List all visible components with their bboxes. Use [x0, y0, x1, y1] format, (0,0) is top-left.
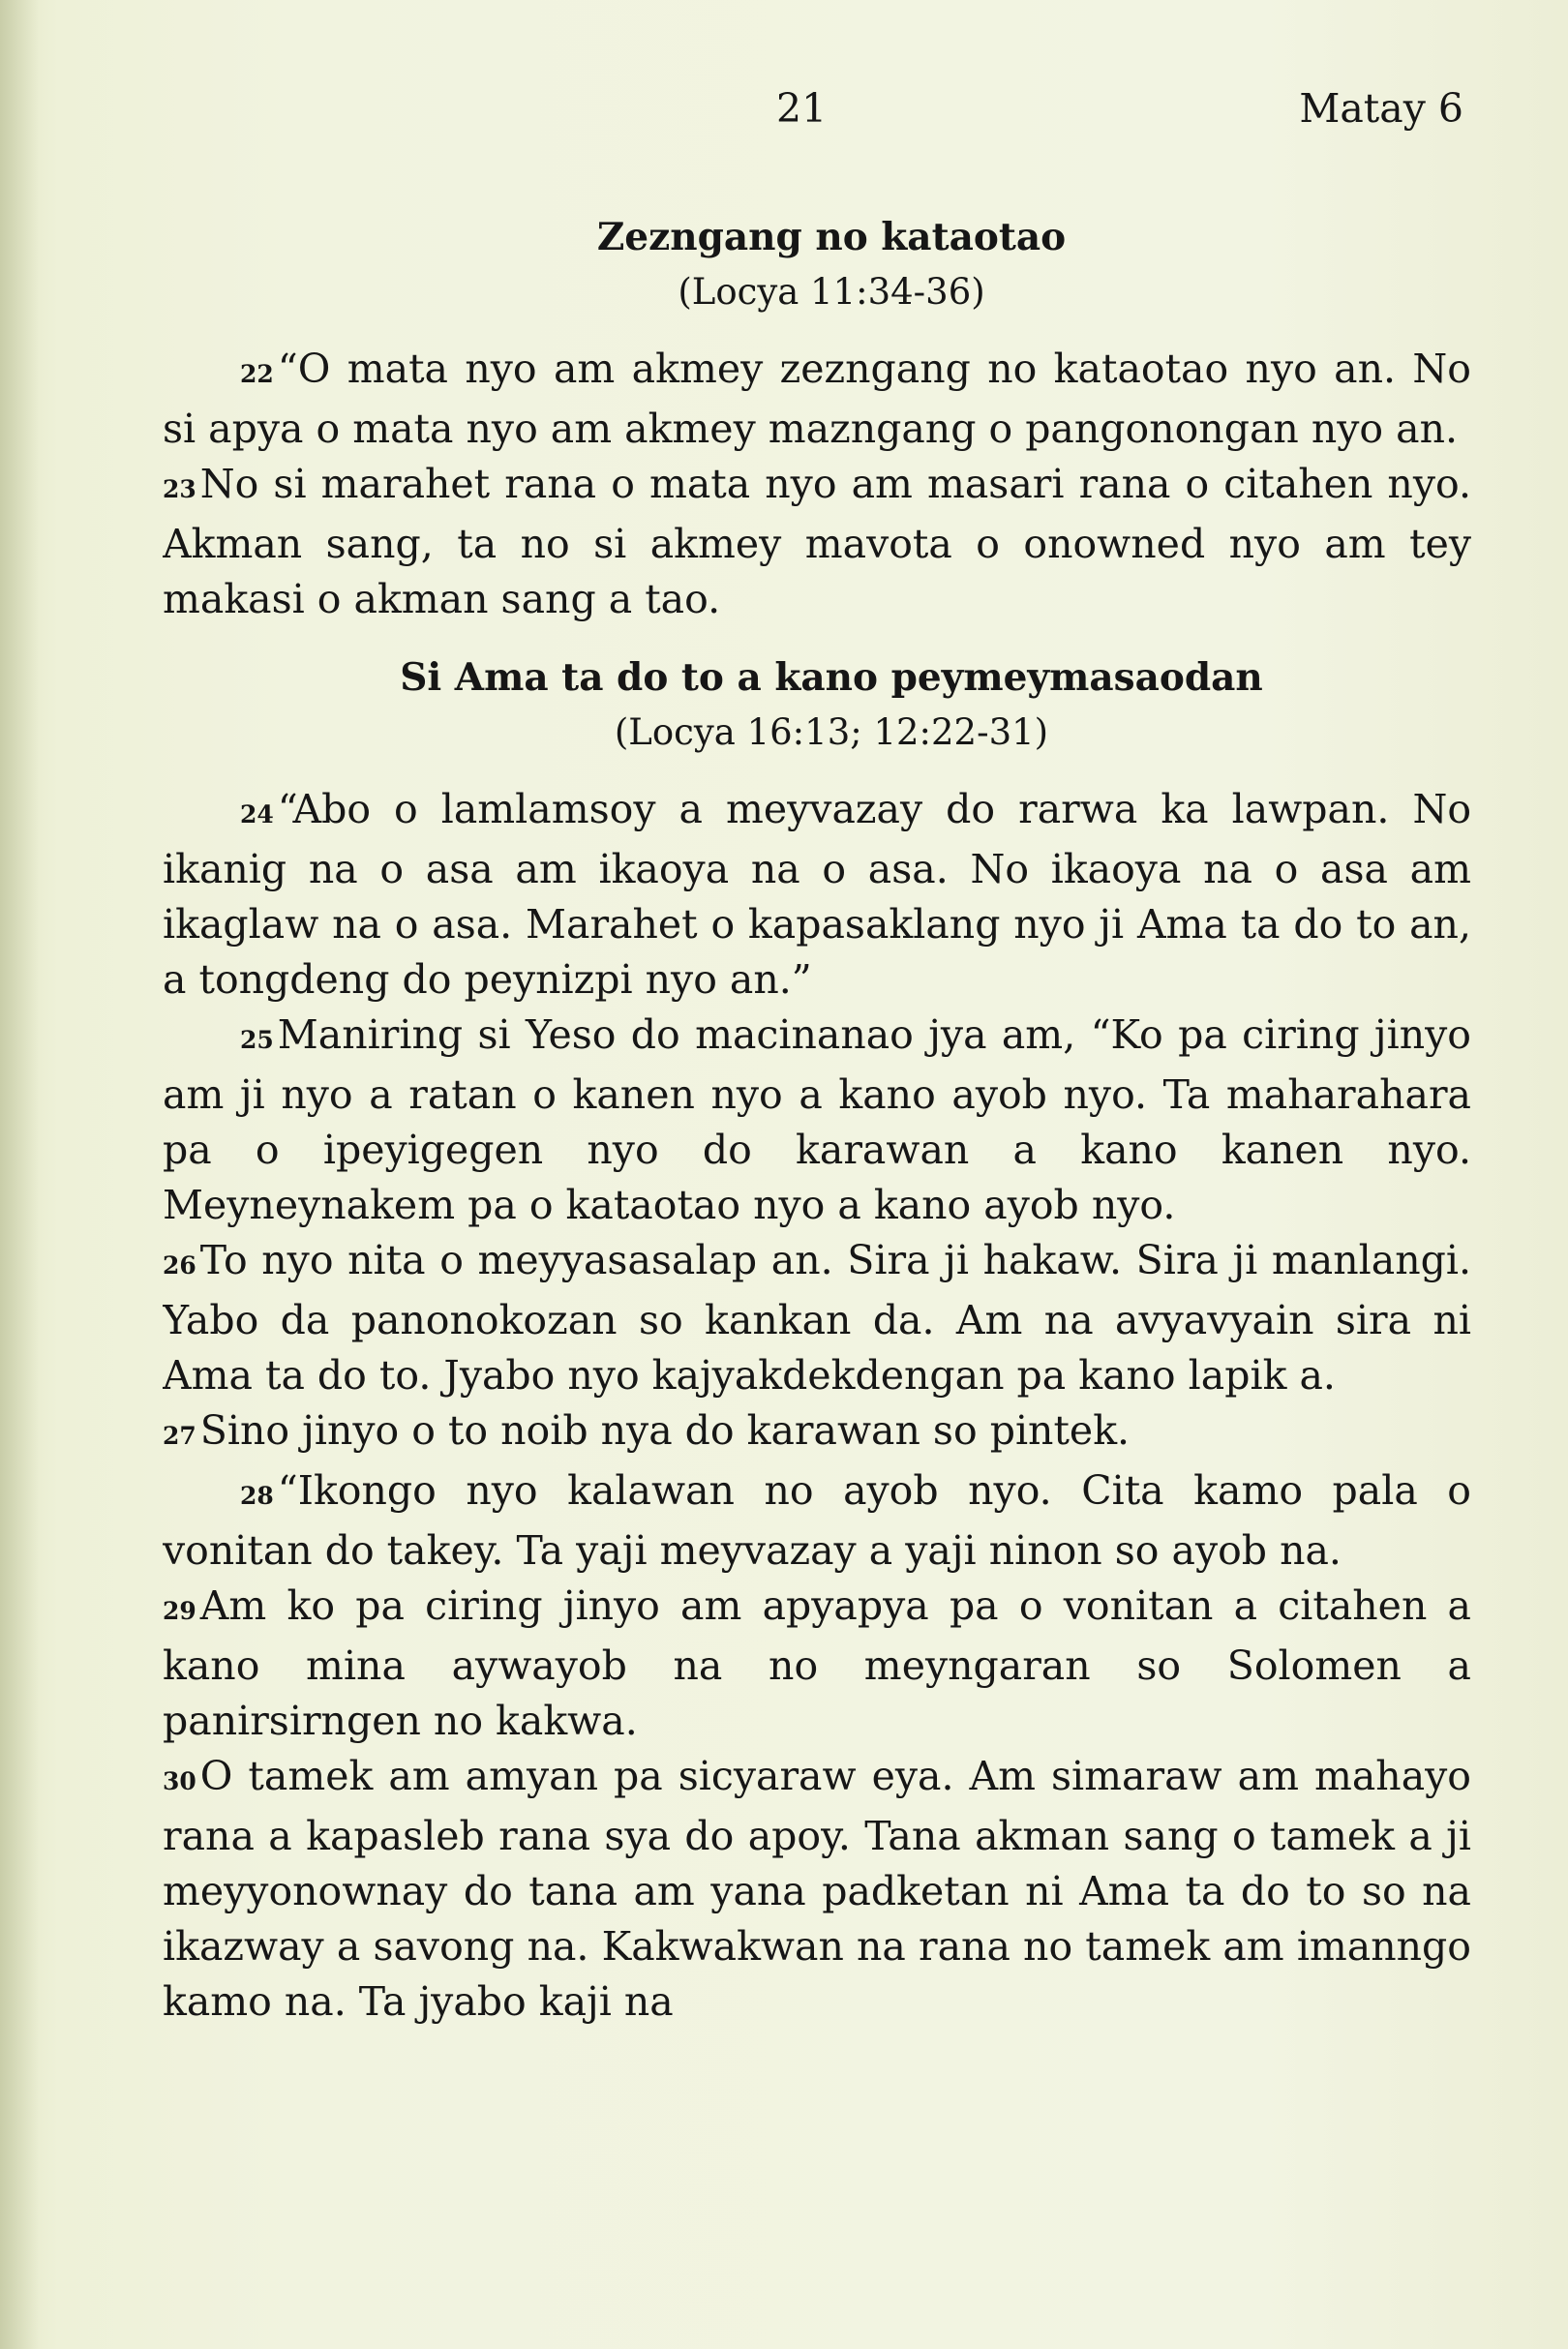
running-head: Matay 6: [1299, 85, 1463, 132]
verse-number: 27: [163, 1422, 196, 1450]
verse-text: To nyo nita o meyyasasalap an. Sira ji hakaw. Sira ji manlangi. Yabo da panonokozan so kankan da. Am na avyavyain sira ni Ama ta do to. Jyabo nyo kajyakdekdengan pa kano lapik a.: [163, 1237, 1471, 1399]
page-body: [163, 208, 1471, 2328]
verse-paragraph: [163, 1233, 1471, 1403]
page-number: 21: [776, 85, 828, 132]
verse-number: 25: [240, 1026, 274, 1054]
cross-reference: (Locya 11:34-36): [678, 271, 985, 313]
verse-text: “O mata nyo am akmey zezngang no kataotao nyo an. No si apya o mata nyo am akmey mazngang o pangonongan nyo an.: [163, 346, 1471, 452]
verse-number: 28: [240, 1482, 274, 1510]
cross-reference: (Locya 16:13; 12:22-31): [614, 711, 1049, 753]
verse-paragraph: [163, 1008, 1471, 1233]
verse-text: “Ikongo nyo kalawan no ayob nyo. Cita kamo pala o vonitan do takey. Ta yaji meyvazay a yaji ninon so ayob na.: [163, 1467, 1471, 1574]
verse-number: 23: [163, 475, 196, 503]
verse-paragraph: [163, 342, 1471, 457]
verse-paragraph: [163, 1463, 1471, 1579]
verse-number: 30: [163, 1767, 196, 1795]
page-gutter-shadow: [0, 0, 39, 2349]
verse-text: “Abo o lamlamsoy a meyvazay do rarwa ka lawpan. No ikanig na o asa am ikaoya na o asa. No ikaoya na o asa am ikaglaw na o asa. Marahet o kapasaklang nyo ji Ama ta do to an, a tongdeng do peynizpi nyo an.”: [163, 786, 1471, 1003]
verse-text: Maniring si Yeso do macinanao jya am, “Ko pa ciring jinyo am ji nyo a ratan o kanen nyo a kano ayob nyo. Ta maharahara pa o ipeyigegen nyo do karawan a kano kanen nyo. Meyneynakem pa o kataotao nyo a kano ayob nyo.: [163, 1011, 1471, 1228]
verse-paragraph: [163, 457, 1471, 627]
section-1: [163, 208, 1471, 627]
verse-paragraph: [163, 1749, 1471, 2030]
verse-paragraph: [163, 782, 1471, 1008]
verse-number: 26: [163, 1251, 196, 1280]
verse-text: No si marahet rana o mata nyo am masari rana o citahen nyo. Akman sang, ta no si akmey mavota o onowned nyo am tey makasi o akman sang a tao.: [163, 461, 1471, 622]
page-header: [0, 85, 1568, 153]
section-spacer: [163, 627, 1471, 648]
verse-number: 24: [240, 800, 274, 828]
verse-number: 22: [240, 360, 274, 388]
section-2: [163, 648, 1471, 2030]
verse-paragraph: [163, 1579, 1471, 1749]
verse-text: Am ko pa ciring jinyo am apyapya pa o vonitan a citahen a kano mina aywayob na no meyngaran so Solomen a panirsirngen no kakwa.: [163, 1582, 1471, 1744]
verse-number: 29: [163, 1597, 196, 1625]
verse-text: O tamek am amyan pa sicyaraw eya. Am simaraw am mahayo rana a kapasleb rana sya do apoy. Tana akman sang o tamek a ji meyyonownay do tana am yana padketan ni Ama ta do to so na ikazway a savong na. Kakwakwan na rana no tamek am imanngo kamo na. Ta jyabo kaji na: [163, 1753, 1471, 2025]
verse-paragraph: [163, 1403, 1471, 1463]
section-heading: Si Ama ta do to a kano peymeymasaodan: [400, 655, 1263, 700]
section-heading: Zezngang no kataotao: [596, 215, 1067, 259]
verse-text: Sino jinyo o to noib nya do karawan so pintek.: [199, 1407, 1131, 1454]
